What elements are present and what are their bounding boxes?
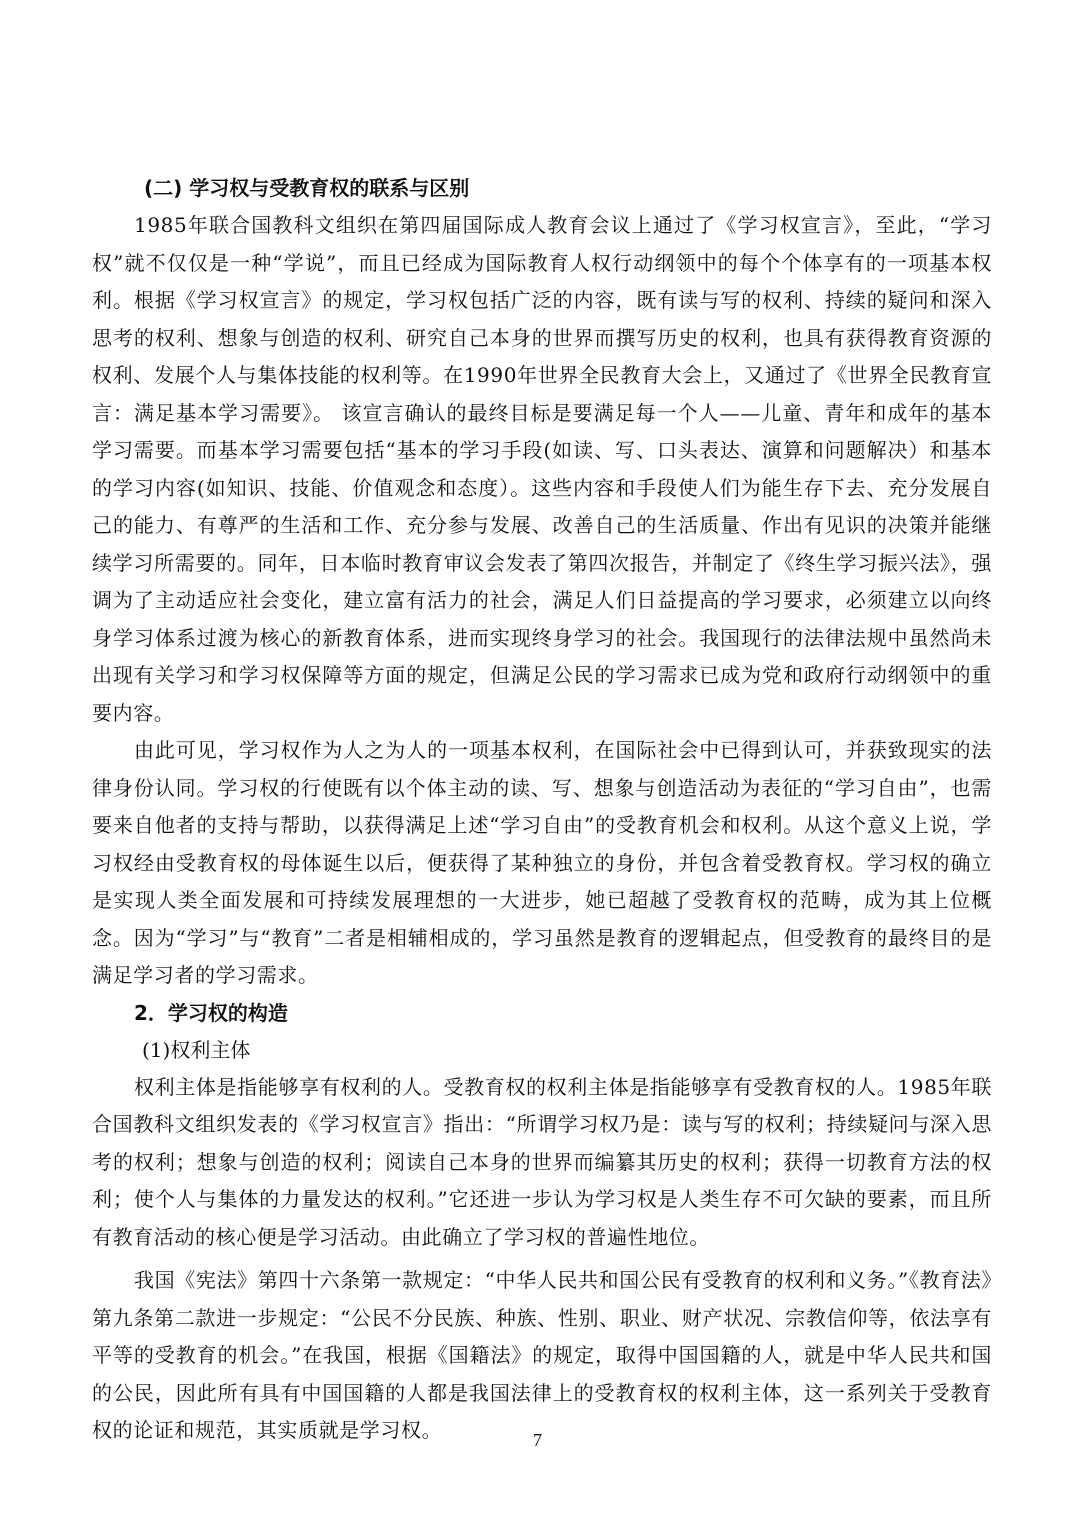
page-content	[92, 170, 992, 1450]
page-number: 7	[533, 1430, 542, 1450]
sub-item-title: (1)权利主体	[142, 1037, 251, 1062]
section-heading: (二) 学习权与受教育权的联系与区别	[144, 176, 470, 200]
paragraph-rights-subject: 权利主体是指能够享有权利的人。受教育权的权利主体是指能够享有受教育权的人。1985年联合国教科文组织发表的《学习权宣言》指出：“所谓学习权乃是：读与写的权利；持续疑问与深入思考的权利；想象与创造的权利；阅读自己本身的世界而编纂其历史的权利；获得一切教育方法的权利；使个人与集体的力量发达的权利。”它还进一步认为学习权是人类生存不可欠缺的要素，而且所有教育活动的核心便是学习活动。由此确立了学习权的普遍性地位。	[92, 1074, 992, 1249]
paragraph-learning-right-relation: 由此可见，学习权作为人之为人的一项基本权利，在国际社会中已得到认可，并获致现实的法律身份认同。学习权的行使既有以个体主动的读、写、想象与创造活动为表征的“学习自由”，也需要来自他者的支持与帮助，以获得满足上述“学习自由”的受教育机会和权利。从这个意义上说，学习权经由受教育权的母体诞生以后，便获得了某种独立的身份，并包含着受教育权。学习权的确立是实现人类全面发展和可持续发展理想的一大进步，她已超越了受教育权的范畴，成为其上位概念。因为“学习”与“教育”二者是相辅相成的，学习虽然是教育的逻辑起点，但受教育的最终目的是满足学习者的学习需求。	[92, 738, 992, 987]
paragraph-constitution: 我国《宪法》第四十六条第一款规定：“中华人民共和国公民有受教育的权利和义务。”《教育法》第九条第二款进一步规定：“公民不分民族、种族、性别、职业、财产状况、宗教信仰等，依法享有平等的受教育的机会。”在我国，根据《国籍法》的规定，取得中国国籍的人，就是中华人民共和国的公民，因此所有具有中国国籍的人都是我国法律上的受教育权的权利主体，这一系列关于受教育权的论证和规范，其实质就是学习权。	[92, 1268, 992, 1442]
subsection-heading: 2．学习权的构造	[134, 1000, 288, 1025]
paragraph-learning-right-history: 1985年联合国教科文组织在第四届国际成人教育会议上通过了《学习权宣言》，至此，“学习权”就不仅仅是一种“学说”，而且已经成为国际教育人权行动纲领中的每个个体享有的一项基本权利。根据《学习权宣言》的规定，学习权包括广泛的内容，既有读与写的权利、持续的疑问和深入思考的权利、想象与创造的权利、研究自己本身的世界而撰写历史的权利，也具有获得教育资源的权利、发展个人与集体技能的权利等。在1990年世界全民教育大会上，又通过了《世界全民教育宣言：满足基本学习需要》。 该宣言确认的最终目标是要满足每一个人——儿童、青年和成年的基本学习需要。而基本学习需要包括“基本的学习手段(如读、写、口头表达、演算和问题解决）和基本的学习内容(如知识、技能、价值观念和态度）。这些内容和手段使人们为能生存下去、充分发展自己的能力、有尊严的生活和工作、充分参与发展、改善自己的生活质量、作出有见识的决策并能继续学习所需要的。同年，日本临时教育审议会发表了第四次报告，并制定了《终生学习振兴法》，强调为了主动适应社会变化，建立富有活力的社会，满足人们日益提高的学习要求，必须建立以向终身学习体系过渡为核心的新教育体系，进而实现终身学习的社会。我国现行的法律法规中虽然尚未出现有关学习和学习权保障等方面的规定，但满足公民的学习需求已成为党和政府行动纲领中的重要内容。	[92, 213, 992, 725]
